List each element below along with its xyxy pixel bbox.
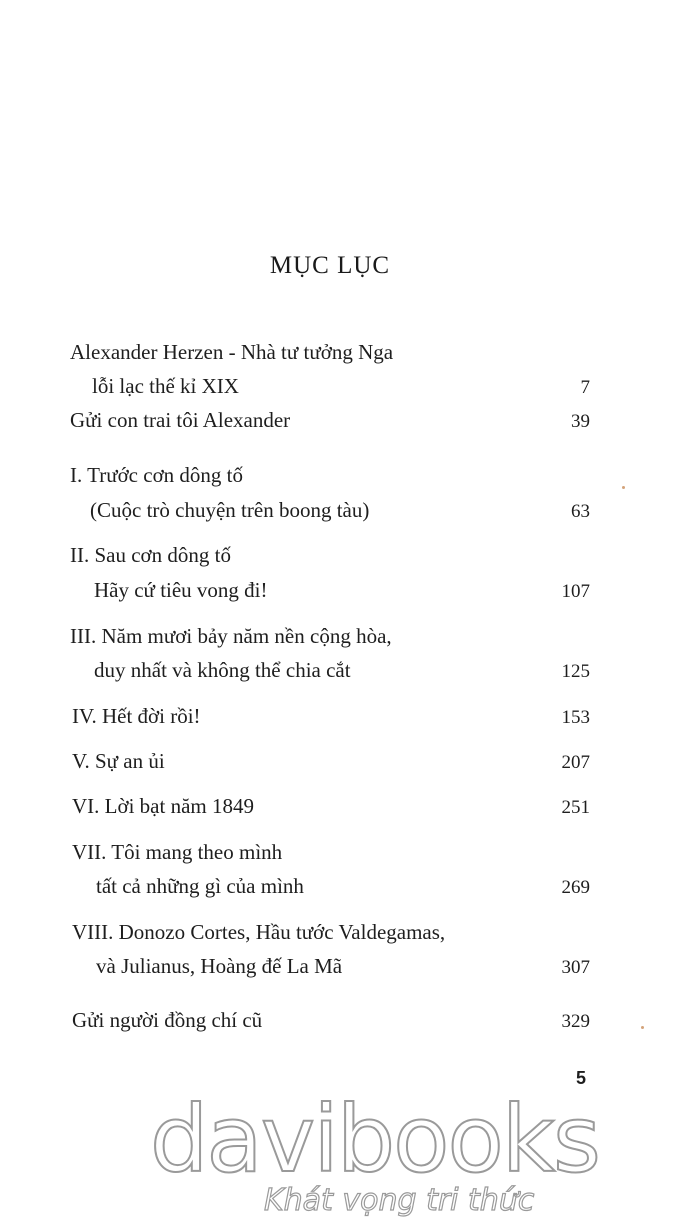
toc-entry-page: 207 [561,752,590,773]
paper-speck [641,1026,644,1029]
toc-entry-page: 63 [571,501,590,522]
toc-entry-title-line: (Cuộc trò chuyện trên boong tàu) [90,498,370,522]
toc-entry-title-line: IV. Hết đời rồi! [72,704,201,728]
toc-entry-page: 251 [561,797,590,818]
toc-entry-title-line: II. Sau cơn dông tố [70,543,231,567]
toc-entry-page: 107 [561,581,590,602]
toc-entry-title-line: Gửi người đồng chí cũ [72,1008,263,1032]
toc-entry-title-line: VIII. Donozo Cortes, Hầu tước Valdegamas, [72,920,446,944]
toc-entry-page: 7 [580,377,590,398]
toc-entry-title-line: V. Sự an ủi [72,749,165,773]
toc-entry-title-line: I. Trước cơn dông tố [70,463,244,487]
toc-entry-page: 153 [561,707,590,728]
toc-entry-title-line: VII. Tôi mang theo mình [72,840,283,864]
toc-entry-title-line: Alexander Herzen - Nhà tư tưởng Nga [70,340,394,364]
toc-entry-title-line: duy nhất và không thể chia cắt [94,658,351,682]
watermark-logo: davibooks [150,1086,599,1193]
toc-entry-title-line: tất cả những gì của mình [96,874,304,898]
watermark-tagline: Khát vọng tri thức [264,1183,535,1218]
page-title: MỤC LỤC [269,252,391,279]
toc-entry-page: 329 [561,1011,590,1032]
toc-entry-title-line: III. Năm mươi bảy năm nền cộng hòa, [70,624,392,648]
paper-speck [622,486,625,489]
toc-entry-page: 39 [571,411,590,432]
toc-entry-page: 269 [561,877,590,898]
toc-entry-title-line: lỗi lạc thế kỉ XIX [92,374,239,398]
toc-entry-page: 125 [561,661,590,682]
toc-entry-title-line: Gửi con trai tôi Alexander [70,408,291,432]
page-number: 5 [576,1068,587,1088]
toc-entry-title-line: và Julianus, Hoàng đế La Mã [96,954,343,978]
toc-entry-title-line: VI. Lời bạt năm 1849 [72,794,254,818]
toc-entry-title-line: Hãy cứ tiêu vong đi! [94,578,268,602]
toc-entry-page: 307 [561,957,590,978]
